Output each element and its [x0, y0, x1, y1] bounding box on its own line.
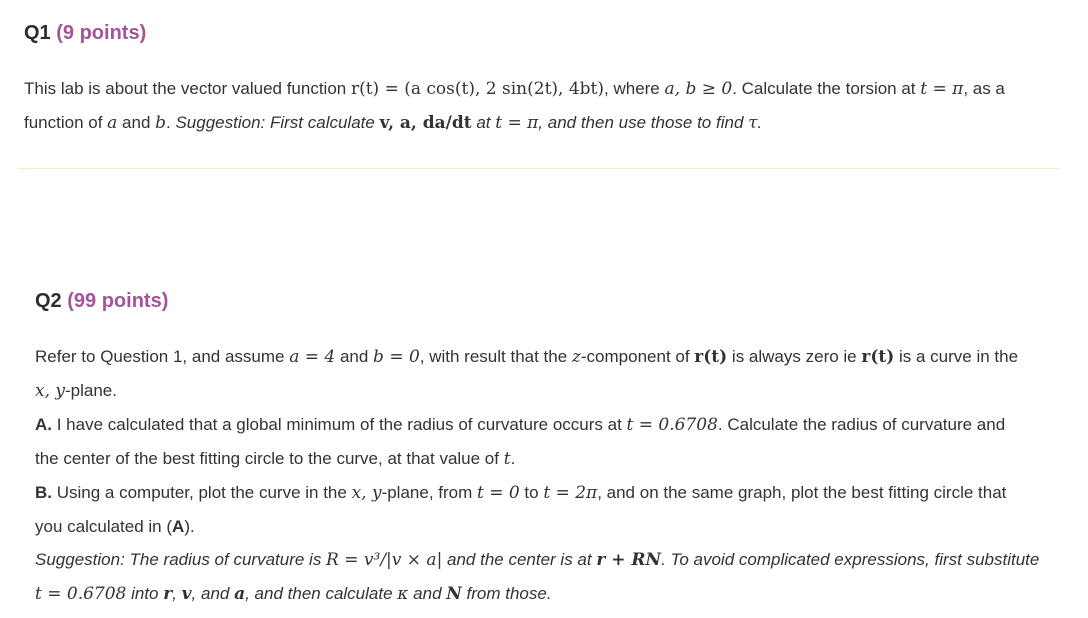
part-a-reference: A [172, 517, 185, 536]
text: to [519, 483, 544, 502]
math-r: r [163, 584, 173, 604]
text: -component of [580, 347, 695, 366]
question-1-label: Q1 [24, 22, 51, 44]
text: , with result that the [419, 347, 572, 366]
question-2-header [35, 290, 168, 313]
text: -plane. [65, 381, 117, 400]
math-kappa: κ [397, 584, 409, 604]
suggestion-line-1 [35, 543, 1075, 577]
math-v: v [181, 584, 192, 604]
math-z: z [571, 347, 581, 367]
math-t-zero: t = 0 [477, 483, 520, 503]
text: is always zero ie [727, 347, 862, 366]
math-condition: a, b ≥ 0 [664, 79, 733, 99]
text: ). [184, 517, 195, 536]
suggestion-text: and [408, 584, 447, 603]
math-r-of-t: r(t) [694, 347, 728, 367]
math-t-equals-pi: t = π [920, 79, 964, 99]
math-tau: τ [748, 113, 758, 133]
part-b-line-1 [35, 476, 1075, 510]
suggestion-text: Suggestion: The radius of curvature is [35, 550, 327, 569]
part-b-label: B. [35, 483, 52, 502]
math-t: t [503, 449, 511, 469]
math-t-value: t = 0.6708 [626, 415, 718, 435]
suggestion-text: into [126, 584, 164, 603]
text: is a curve in the [894, 347, 1019, 366]
suggestion-text: from those. [461, 584, 552, 603]
text: This lab is about the vector valued function [24, 79, 351, 98]
question-1-points: (9 points) [56, 22, 147, 44]
text: . Calculate the torsion at [732, 79, 921, 98]
suggestion-line-2 [35, 577, 1075, 611]
question-1-body [24, 72, 1069, 140]
text: , and on the same graph, plot the best fitting circle that [597, 483, 1007, 502]
question-2-body [35, 340, 1075, 611]
math-xy: x, y [35, 381, 65, 401]
math-b: b [155, 113, 167, 133]
text: and [335, 347, 374, 366]
math-t-equals-pi: t = π [495, 113, 539, 133]
math-a: a [107, 113, 118, 133]
suggestion-text: and the center is at [442, 550, 597, 569]
part-b-line-2 [35, 510, 1075, 543]
suggestion-text: Suggestion: First calculate [175, 113, 380, 132]
question-1-line-2 [24, 106, 1069, 140]
part-a-line-1 [35, 408, 1075, 442]
math-radius-formula: R = v³/|v × a| [326, 550, 443, 570]
text: and [117, 113, 156, 132]
text: -plane, from [381, 483, 477, 502]
math-a-vector: a [234, 584, 246, 604]
math-b-equals-0: b = 0 [373, 347, 420, 367]
question-1-line-1 [24, 72, 1069, 106]
math-t-value: t = 0.6708 [35, 584, 127, 604]
part-a-label: A. [35, 415, 52, 434]
text: , as a [963, 79, 1005, 98]
math-t-2pi: t = 2π [543, 483, 598, 503]
question-2-label: Q2 [35, 290, 62, 312]
suggestion-text: . To avoid complicated expressions, first substitute [661, 550, 1040, 569]
text: . [166, 113, 176, 132]
suggestion-text: , and then calculate [245, 584, 398, 603]
text: the center of the best fitting circle to the curve, at that value of [35, 449, 504, 468]
text: . Calculate the radius of curvature and [717, 415, 1006, 434]
suggestion-text: , and then use those to find [538, 113, 749, 132]
math-vectors: v, a, da/dt [379, 113, 472, 133]
text: Refer to Question 1, and assume [35, 347, 290, 366]
suggestion-text: at [471, 113, 496, 132]
part-a-line-2 [35, 442, 1075, 476]
text: , where [604, 79, 665, 98]
text: Using a computer, plot the curve in the [52, 483, 352, 502]
question-1-header [24, 22, 146, 45]
math-a-equals-4: a = 4 [289, 347, 336, 367]
math-xy: x, y [351, 483, 382, 503]
suggestion-text: , and [191, 584, 235, 603]
question-2-points: (99 points) [67, 290, 169, 312]
text: function of [24, 113, 108, 132]
math-N: N [446, 584, 462, 604]
text: I have calculated that a global minimum of the radius of curvature occurs at [52, 415, 627, 434]
math-center: r + RN [596, 550, 662, 570]
question-2-line-1 [35, 340, 1075, 374]
question-divider [18, 168, 1060, 169]
question-2-line-2 [35, 374, 1075, 408]
math-function: r(t) = (a cos(t), 2 sin(2t), 4bt) [350, 79, 605, 99]
math-r-of-t: r(t) [861, 347, 895, 367]
text: you calculated in ( [35, 517, 173, 536]
text: . [510, 449, 516, 468]
suggestion-text: , [172, 584, 182, 603]
suggestion-text: . [757, 113, 763, 132]
